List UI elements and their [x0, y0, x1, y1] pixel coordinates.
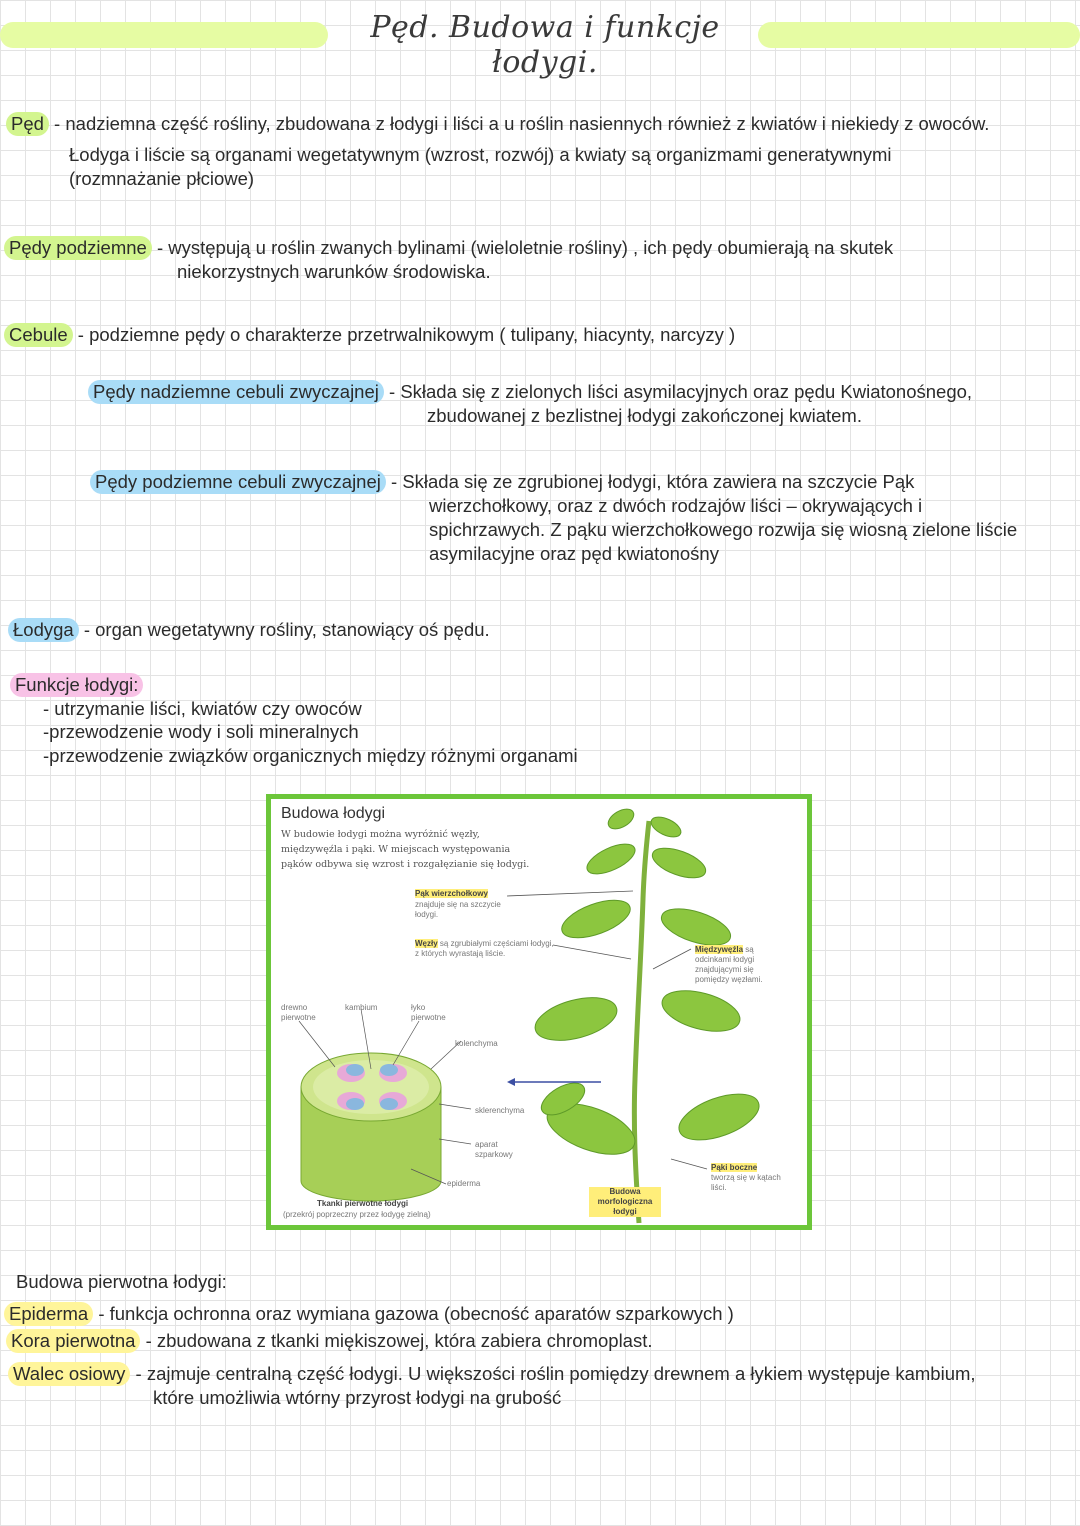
- label-pak-wierzcholkowy: [415, 889, 488, 899]
- term-pedy-nadziemne-cebuli: Pędy nadziemne cebuli zwyczajnej: [88, 380, 384, 404]
- term-funkcje: Funkcje łodygi:: [10, 673, 143, 697]
- pedy-podziemne-cebuli-line4: asymilacyjne oraz pęd kwiatonośny: [429, 543, 719, 564]
- epiderma-definition: [4, 1302, 734, 1326]
- term-kora: Kora pierwotna: [6, 1329, 140, 1353]
- label-paki-boczne: [711, 1163, 781, 1193]
- label-miedzywezla: [695, 945, 787, 985]
- pedy-podziemne-cebuli-definition: [90, 470, 914, 494]
- pedy-nadziemne-cebuli-line2: zbudowanej z bezlistnej łodygi zakończonej kwiatem.: [427, 405, 862, 426]
- paki-boczne-text: tworzą się w kątach liści.: [711, 1173, 781, 1192]
- funkcje-item: -przewodzenie związków organicznych między różnymi organami: [43, 745, 578, 766]
- walec-definition: [8, 1362, 976, 1386]
- label-aparat: aparat szparkowy: [475, 1140, 513, 1159]
- term-walec: Walec osiowy: [8, 1362, 130, 1386]
- pedy-podziemne-cebuli-line3: spichrzawych. Z pąku wierzchołkowego rozwija się wiosną zielone liście: [429, 519, 1018, 540]
- label-drewno: drewno pierwotne: [281, 1003, 316, 1022]
- lodyga-definition: [8, 618, 490, 642]
- ped-line3: (rozmnażanie płciowe): [69, 168, 255, 189]
- caption-budowa-morf: Budowa morfologiczna łodygi: [589, 1187, 661, 1217]
- pak-wierzcholkowy-term: Pąk wierzchołkowy: [415, 889, 488, 898]
- term-cebule: Cebule: [4, 323, 73, 347]
- title-bar-left: [0, 22, 328, 48]
- label-kolenchyma: kolenchyma: [455, 1039, 498, 1048]
- kora-text: - zbudowana z tkanki miękiszowej, która zabiera chromoplast.: [140, 1330, 653, 1351]
- cebule-definition: [4, 323, 735, 347]
- term-ped: Pęd: [6, 112, 49, 136]
- ped-definition: [6, 112, 989, 136]
- term-pedy-podziemne: Pędy podziemne: [4, 236, 152, 260]
- pedy-nadziemne-cebuli-line1: - Składa się z zielonych liści asymilacyjnych oraz pędu Kwiatonośnego,: [383, 381, 973, 402]
- ped-line2: Łodyga i liście są organami wegetatywnym (wzrost, rozwój) a kwiaty są organizmami generatywnymi: [69, 144, 892, 165]
- term-lodyga: Łodyga: [8, 618, 79, 642]
- label-lyko: łyko pierwotne: [411, 1003, 446, 1022]
- walec-line2: które umożliwia wtórny przyrost łodygi na grubość: [153, 1387, 562, 1408]
- pedy-podziemne-cebuli-line1: - Składa się ze zgrubionej łodygi, która zawiera na szczycie Pąk: [385, 471, 915, 492]
- lodyga-figure: [266, 794, 812, 1230]
- pedy-podziemne-line1: - występują u roślin zwanych bylinami (wieloletnie rośliny) , ich pędy obumierają na skutek: [151, 237, 894, 258]
- ped-line1: - nadziemna część rośliny, zbudowana z łodygi i liści a u roślin nasiennych również z kwiatów i niekiedy z owoców.: [48, 113, 990, 134]
- walec-line1: - zajmuje centralną część łodygi. U większości roślin pomiędzy drewnem a łykiem występuje kambium,: [130, 1363, 976, 1384]
- miedzywezla-text: są odcinkami łodygi znajdującymi się pomiędzy węzłami.: [695, 945, 763, 984]
- lodyga-line1: - organ wegetatywny rośliny, stanowiący oś pędu.: [78, 619, 490, 640]
- figure-title: Budowa łodygi: [281, 805, 386, 822]
- term-epiderma: Epiderma: [4, 1302, 93, 1326]
- paki-boczne-term: Pąki boczne: [711, 1163, 758, 1172]
- figure-intro: W budowie łodygi można wyróżnić węzły, międzywęźla i pąki. W miejscach występowania pąków odbywa się wzrost i rozgałęzianie się łodygi.: [281, 829, 530, 870]
- funkcje-item: -przewodzenie wody i soli mineralnych: [43, 721, 359, 742]
- funkcje-item: - utrzymanie liści, kwiatów czy owoców: [43, 698, 362, 719]
- cebule-line1: - podziemne pędy o charakterze przetrwalnikowym ( tulipany, hiacynty, narcyzy ): [72, 324, 736, 345]
- label-sklerenchyma: sklerenchyma: [475, 1106, 525, 1115]
- label-pak-wierzcholkowy-text: znajduje się na szczycie łodygi.: [415, 900, 501, 919]
- caption-tkanki-sub: (przekrój poprzeczny przez łodygę zielną): [283, 1210, 431, 1219]
- budowa-pierwotna-heading: Budowa pierwotna łodygi:: [16, 1271, 227, 1292]
- miedzywezla-term: Międzywęźla: [695, 945, 744, 954]
- wezly-text: są zgrubiałymi częściami łodygi, z których wyrastają liście.: [415, 939, 554, 958]
- page-title: Pęd. Budowa i funkcje łodygi.: [370, 10, 720, 80]
- label-wezly: [415, 939, 559, 959]
- kora-definition: [6, 1329, 653, 1353]
- label-kambium: kambium: [345, 1003, 378, 1012]
- funkcje-heading: [10, 673, 143, 697]
- pedy-podziemne-cebuli-line2: wierzchołkowy, oraz z dwóch rodzajów liści – okrywających i: [429, 495, 923, 516]
- pedy-nadziemne-cebuli-definition: [88, 380, 972, 404]
- stem-cross-section: [299, 1009, 471, 1201]
- pedy-podziemne-definition: [4, 236, 893, 260]
- wezly-term: Węzły: [415, 939, 438, 948]
- label-epiderma: epiderma: [447, 1179, 481, 1188]
- title-bar-right: [758, 22, 1080, 48]
- pedy-podziemne-line2: niekorzystnych warunków środowiska.: [177, 261, 491, 282]
- caption-tkanki: Tkanki pierwotne łodygi: [317, 1199, 409, 1208]
- epiderma-text: - funkcja ochronna oraz wymiana gazowa (obecność aparatów szparkowych ): [93, 1303, 734, 1324]
- term-pedy-podziemne-cebuli: Pędy podziemne cebuli zwyczajnej: [90, 470, 386, 494]
